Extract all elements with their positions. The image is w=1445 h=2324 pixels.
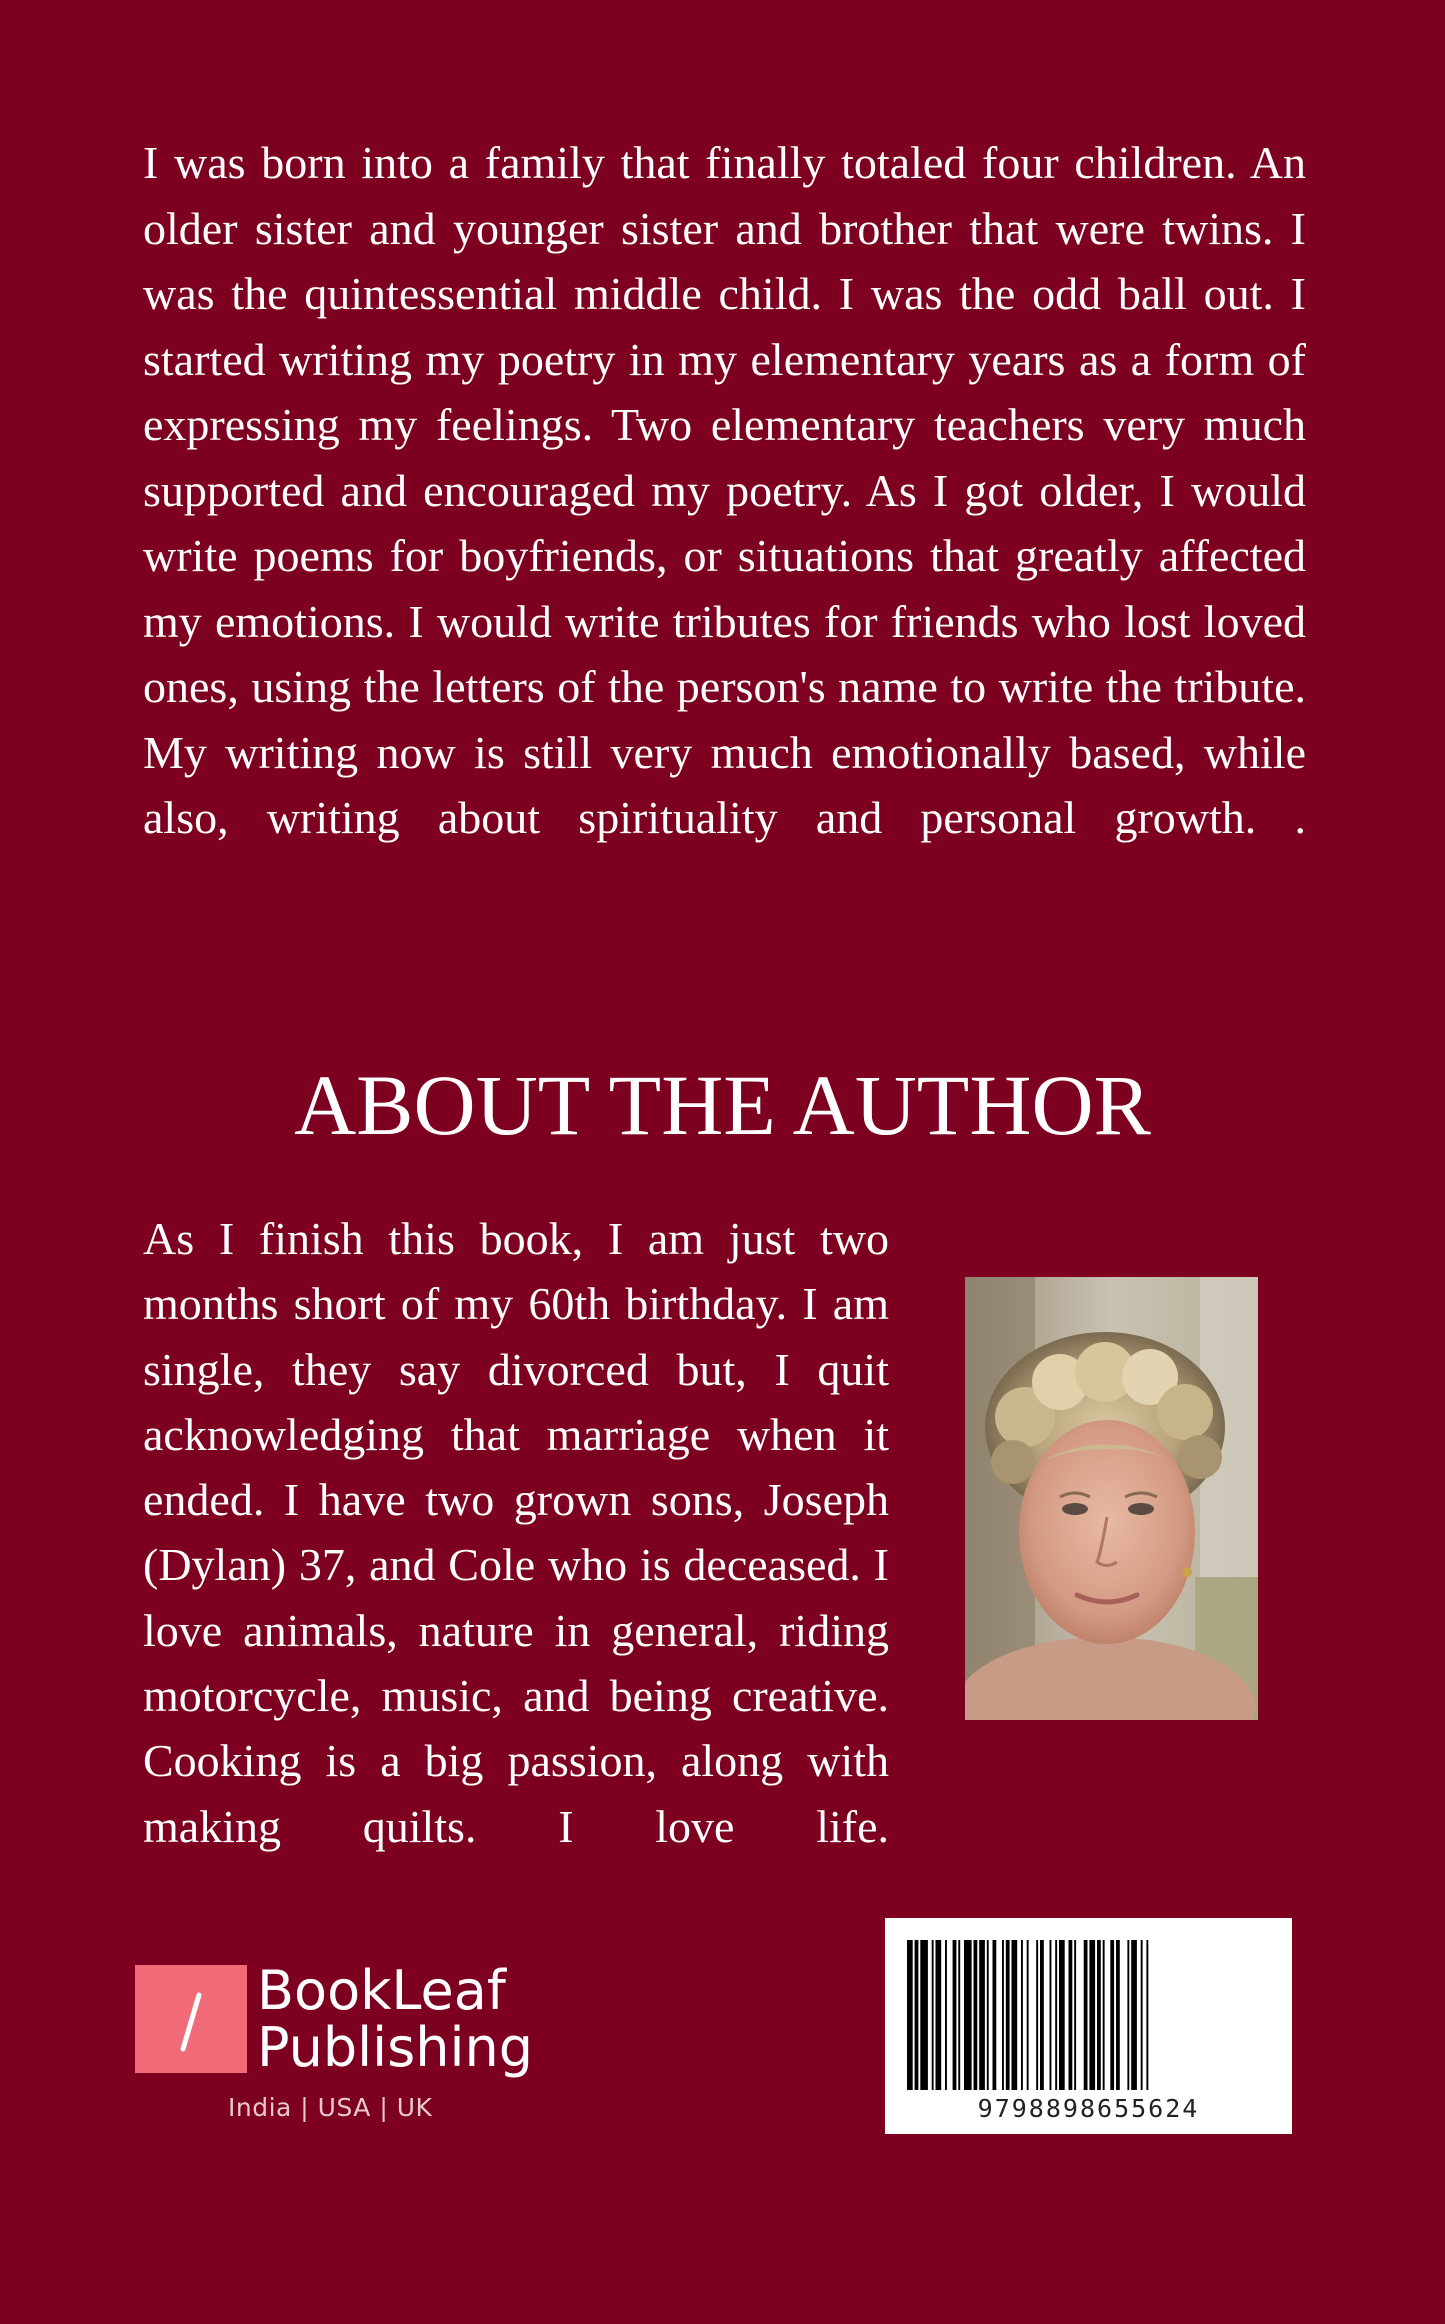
publisher-name	[257, 1959, 533, 2079]
barcode-bar	[1146, 1940, 1148, 2090]
publisher-name-line1: BookLeaf	[257, 1959, 506, 2022]
publisher-regions: India | USA | UK	[228, 2093, 433, 2122]
logo-square-icon	[135, 1965, 247, 2073]
barcode-bar	[1027, 1940, 1029, 2090]
publisher-name-line2: Publishing	[257, 2016, 533, 2079]
barcode-bar	[1012, 1940, 1018, 2090]
barcode-bar	[915, 1940, 919, 2090]
about-author-heading: ABOUT THE AUTHOR	[294, 1057, 1151, 1153]
barcode-bar	[1141, 1940, 1143, 2090]
barcode-bar	[1002, 1940, 1004, 2090]
barcode-bar	[945, 1940, 947, 2090]
barcode-bar	[907, 1940, 913, 2090]
barcode-bar	[1021, 1940, 1023, 2090]
barcode-bar	[1084, 1940, 1088, 2090]
barcode-bar	[1103, 1940, 1105, 2090]
barcode-bar	[953, 1940, 957, 2090]
publisher-logo	[135, 1959, 535, 2092]
barcode-bar	[974, 1940, 978, 2090]
barcode-bar	[979, 1940, 985, 2090]
barcode-bar	[936, 1940, 942, 2090]
barcode-bar	[1055, 1940, 1057, 2090]
barcode-bar	[1089, 1940, 1095, 2090]
barcode-bar	[1006, 1940, 1010, 2090]
barcode-bar	[1127, 1940, 1129, 2090]
isbn-number: 9798898655624	[977, 2094, 1200, 2123]
barcode-bar	[993, 1940, 997, 2090]
barcode-bar	[1040, 1940, 1044, 2090]
barcode-bar	[1097, 1940, 1101, 2090]
isbn-barcode	[885, 1918, 1292, 2134]
barcode-bar	[1069, 1940, 1073, 2090]
barcode-bar	[958, 1940, 960, 2090]
barcode-bar	[932, 1940, 934, 2090]
barcode-bar	[1059, 1940, 1065, 2090]
intro-paragraph: I was born into a family that finally totaled four children. An older sister and younger sister and brother that were twins. I was the quintessential middle child. I was the odd ball out. I started writing my poetry in my elementary years as a form of expressing my feelings. Two elementary teachers very much supported and encouraged my poetry. As I got older, I would write poems for boyfriends, or situations that greatly affected my emotions. I would write tributes for friends who lost loved ones, using the letters of the person's name to write the tribute. My writing now is still very much emotionally based, while also, writing about spirituality and personal growth. .	[143, 137, 1306, 843]
barcode-bar	[987, 1940, 989, 2090]
barcode-bar	[1036, 1940, 1038, 2090]
about-author-paragraph: As I finish this book, I am just two months short of my 60th birthday. I am single, they say divorced but, I quit acknowledging that marriage when it ended. I have two grown sons, Joseph (Dylan) 37, and Cole who is deceased. I love animals, nature in general, riding motorcycle, music, and being creative. Cooking is a big passion, along with making quilts. I love life.	[143, 1213, 889, 1852]
barcode-bar	[1131, 1940, 1137, 2090]
barcode-bar	[964, 1940, 972, 2090]
barcode-bar	[1110, 1940, 1114, 2090]
author-photo	[965, 1277, 1258, 1720]
barcode-bar	[920, 1940, 928, 2090]
barcode-bar	[1116, 1940, 1120, 2090]
barcode-bar	[1074, 1940, 1076, 2090]
barcode-bar	[1050, 1940, 1052, 2090]
